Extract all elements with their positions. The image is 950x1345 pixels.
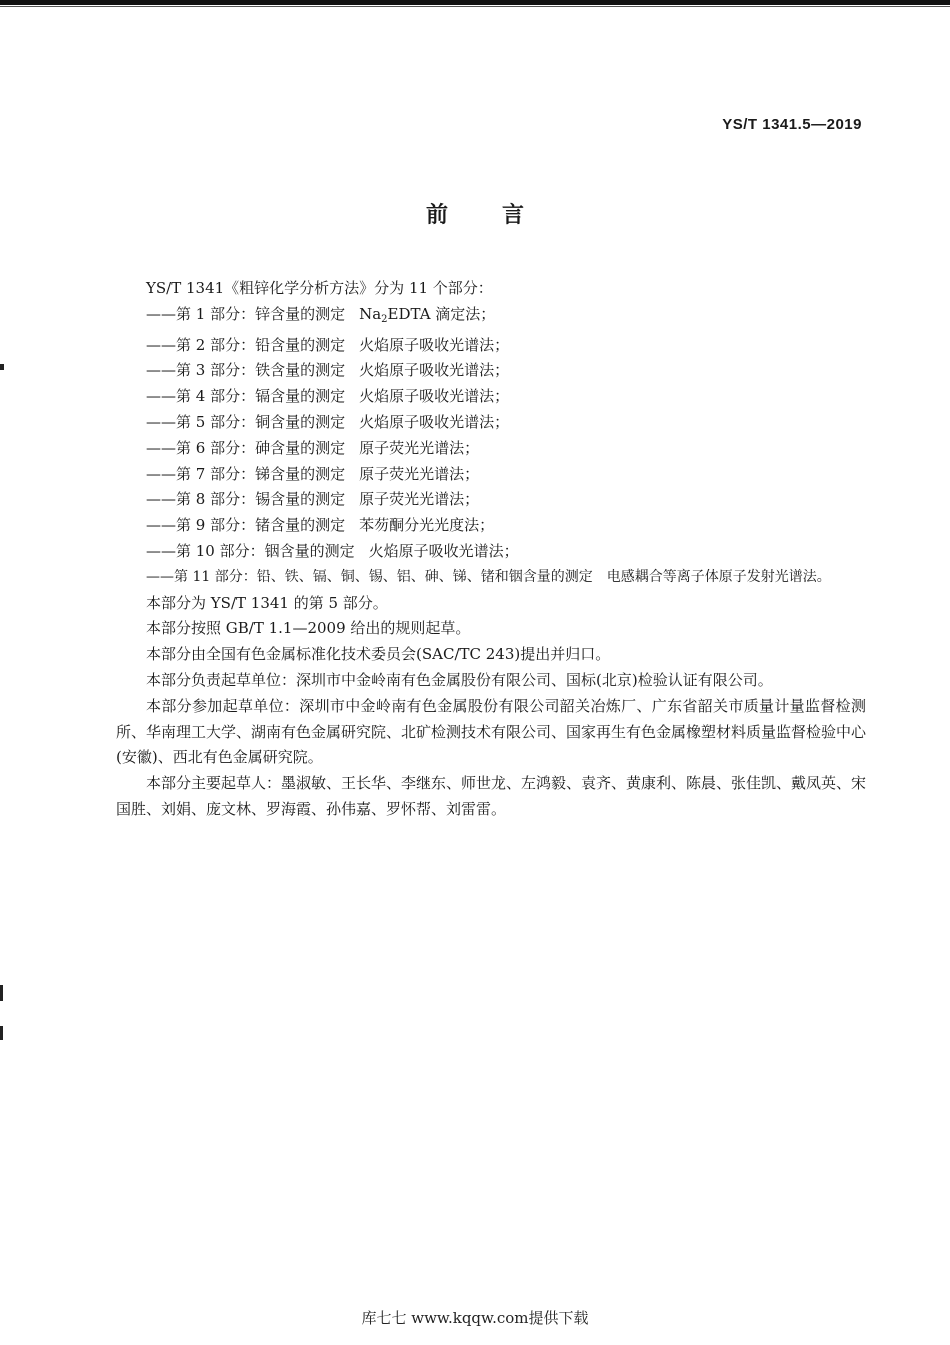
- paragraph-part-number: 本部分为 YS/T 1341 的第 5 部分。: [146, 593, 388, 612]
- part-method: 原子荧光光谱法；: [359, 464, 480, 483]
- part-label: ——第 2 部分：铅含量的测定: [146, 335, 346, 354]
- paragraph-drafting-rules: 本部分按照 GB/T 1.1—2009 给出的规则起草。: [146, 619, 471, 638]
- part-label: ——第 3 部分：铁含量的测定: [146, 361, 346, 380]
- part-item: [116, 302, 866, 333]
- part-method: 火焰原子吸收光谱法；: [359, 387, 510, 406]
- top-border-rule-thin: [0, 6, 950, 7]
- part-item: [116, 333, 866, 359]
- part-item: [116, 487, 866, 513]
- part-item: [116, 358, 866, 384]
- part-method: 火焰原子吸收光谱法；: [359, 335, 510, 354]
- intro-line: YS/T 1341《粗锌化学分析方法》分为 11 个部分：: [146, 279, 493, 297]
- part-item: [116, 539, 866, 565]
- part-label: ——第 4 部分：镉含量的测定: [146, 387, 346, 406]
- footer-watermark: 库七七 www.kqqw.com提供下载: [361, 1309, 589, 1327]
- part-item: [116, 565, 866, 591]
- part-label: ——第 10 部分：铟含量的测定: [146, 541, 355, 560]
- part-method: $Na_2EDTA$ 滴定法；: [359, 304, 496, 325]
- paragraph-main-drafters: 本部分主要起草人：墨淑敏、王长华、李继东、师世龙、左鸿毅、袁齐、黄康利、陈晨、张佳凯、戴凤英、宋国胜、刘娟、庞文林、罗海霞、孙伟嘉、罗怀帮、刘雷雷。: [116, 774, 867, 818]
- part-method: 电感耦合等离子体原子发射光谱法。: [606, 568, 831, 585]
- part-method: 火焰原子吸收光谱法；: [359, 361, 510, 380]
- paragraph-participating-drafters: 本部分参加起草单位：深圳市中金岭南有色金属股份有限公司韶关冶炼厂、广东省韶关市质量计量监督检测所、华南理工大学、湖南有色金属研究院、北矿检测技术有限公司、国家再生有色金属橡塑材料质量监督检验中心(安徽)、西北有色金属研究院。: [116, 696, 867, 767]
- part-item: [116, 410, 866, 436]
- part-method: 原子荧光光谱法；: [359, 490, 480, 509]
- part-method: 火焰原子吸收光谱法；: [359, 412, 510, 431]
- part-item: [116, 462, 866, 488]
- part-method: 原子荧光光谱法；: [359, 438, 480, 457]
- scan-margin-mark: [0, 1026, 3, 1040]
- part-label: ——第 7 部分：锑含量的测定: [146, 464, 346, 483]
- part-label: ——第 9 部分：锗含量的测定: [146, 516, 346, 535]
- paragraph-proposer: 本部分由全国有色金属标准化技术委员会(SAC/TC 243)提出并归口。: [146, 645, 611, 664]
- part-item: [116, 384, 866, 410]
- top-border-rule: [0, 0, 950, 5]
- part-item: [116, 513, 866, 539]
- foreword-body: [116, 276, 866, 823]
- scan-margin-mark: [0, 985, 3, 1001]
- part-method: 火焰原子吸收光谱法；: [368, 541, 519, 560]
- standard-number: YS/T 1341.5—2019: [722, 116, 862, 133]
- scan-margin-mark: [0, 364, 4, 370]
- part-label: ——第 5 部分：铜含量的测定: [146, 412, 346, 431]
- page-title: 前言: [425, 203, 578, 228]
- part-label: ——第 11 部分：铅、铁、镉、铜、锡、铝、砷、锑、锗和铟含量的测定: [146, 568, 593, 585]
- part-label: ——第 6 部分：砷含量的测定: [146, 438, 346, 457]
- part-method: 苯芴酮分光光度法；: [359, 516, 495, 535]
- paragraph-lead-drafters: 本部分负责起草单位：深圳市中金岭南有色金属股份有限公司、国标(北京)检验认证有限公司。: [146, 670, 773, 689]
- part-item: [116, 436, 866, 462]
- part-label: ——第 1 部分：锌含量的测定: [146, 304, 346, 323]
- part-label: ——第 8 部分：锡含量的测定: [146, 490, 346, 509]
